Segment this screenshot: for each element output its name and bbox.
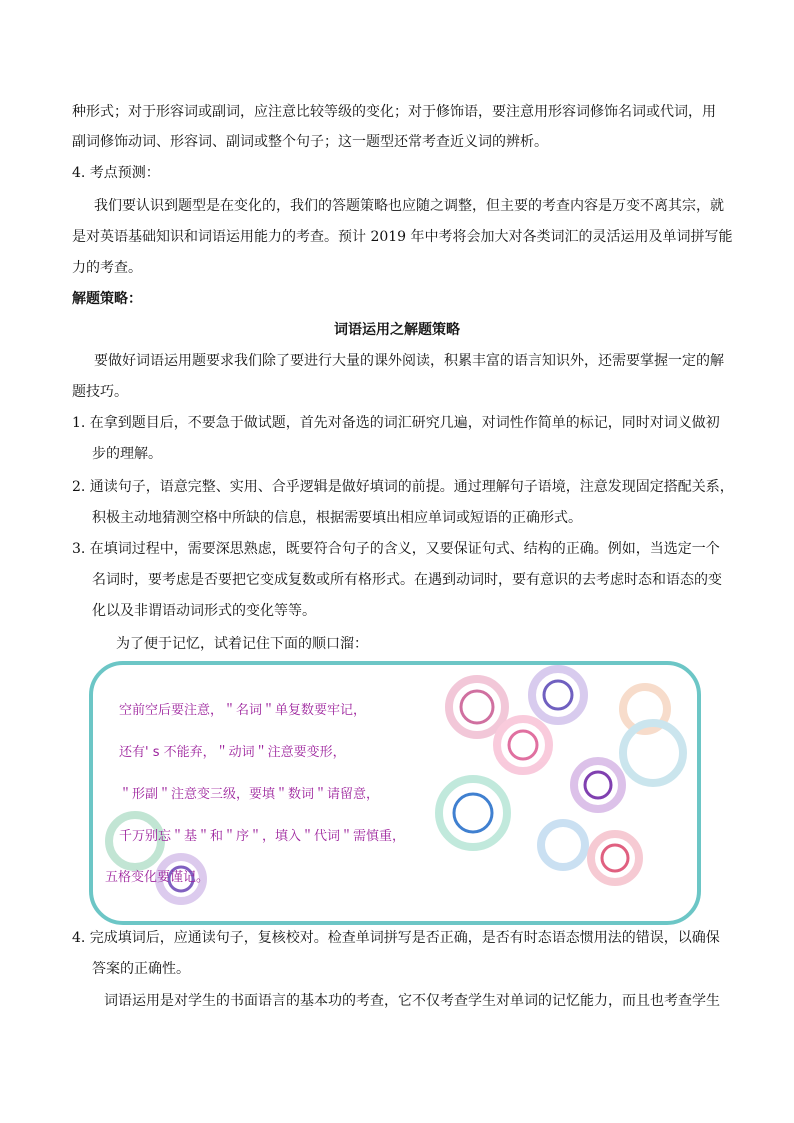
forecast-heading: 4. 考点预测：	[72, 165, 160, 181]
poem-line-4: 千万别忘＂基＂和＂序＂，填入＂代词＂需慎重，	[119, 829, 406, 844]
p2-line1: 我们要认识到题型是在变化的，我们的答题策略也应随之调整，但主要的考查内容是万变不离其宗，就	[94, 198, 724, 214]
item2-line2: 积极主动地猜测空格中所缺的信息，根据需要填出相应单词或短语的正确形式。	[92, 510, 582, 526]
item1-line2: 步的理解。	[92, 446, 162, 462]
item3-line2: 名词时，要考虑是否要把它变成复数或所有格形式。在遇到动词时，要有意识的去考虑时态和语态的变	[92, 572, 722, 588]
item2-line1: 2. 通读句子，语意完整、实用、合乎逻辑是做好填词的前提。通过理解句子语境，注意发现固定搭配关系，	[72, 479, 734, 495]
p1-line2: 副词修饰动词、形容词、副词或整个句子；这一题型还常考查近义词的辨析。	[72, 134, 548, 150]
final-line1: 词语运用是对学生的书面语言的基本功的考查，它不仅考查学生对单词的记忆能力，而且也考查学生	[104, 993, 720, 1009]
section-title: 词语运用之解题策略	[334, 322, 460, 338]
p1-line1: 种形式；对于形容词或副词，应注意比较等级的变化；对于修饰语，要注意用形容词修饰名词或代词，用	[72, 104, 716, 120]
p2-line2: 是对英语基础知识和词语运用能力的考查。预计 2019 年中考将会加大对各类词汇的灵活运用及单词拼写能	[72, 229, 733, 245]
item4-line1: 4. 完成填词后，应通读句子，复核校对。检查单词拼写是否正确，是否有时态语态惯用法的错误，以确保	[72, 930, 720, 946]
item1-line1: 1. 在拿到题目后，不要急于做试题，首先对备选的词汇研究几遍，对词性作简单的标记，同时对词义做初	[72, 415, 720, 431]
poem-line-3: ＂形副＂注意变三级，要填＂数词＂请留意，	[119, 787, 380, 802]
item3-line3: 化以及非谓语动词形式的变化等等。	[92, 603, 316, 619]
intro-line1: 要做好词语运用题要求我们除了要进行大量的课外阅读，积累丰富的语言知识外，还需要掌握一定的解	[94, 353, 724, 369]
p2-line3: 力的考查。	[72, 260, 142, 276]
intro-line2: 题技巧。	[72, 384, 128, 400]
memo-intro: 为了便于记忆，试着记住下面的顺口溜：	[116, 636, 368, 652]
poem-line-5: 五格变化要谨记。	[105, 870, 210, 885]
strategy-label: 解题策略：	[72, 291, 142, 307]
item3-line1: 3. 在填词过程中，需要深思熟虑，既要符合句子的含义，又要保证句式、结构的正确。例如，当选定一个	[72, 541, 720, 557]
mnemonic-box	[89, 661, 701, 925]
poem-line-1: 空前空后要注意，＂名词＂单复数要牢记，	[119, 703, 367, 718]
poem-line-2: 还有' s 不能弃，＂动词＂注意要变形，	[119, 745, 346, 760]
item4-line2: 答案的正确性。	[92, 961, 190, 977]
